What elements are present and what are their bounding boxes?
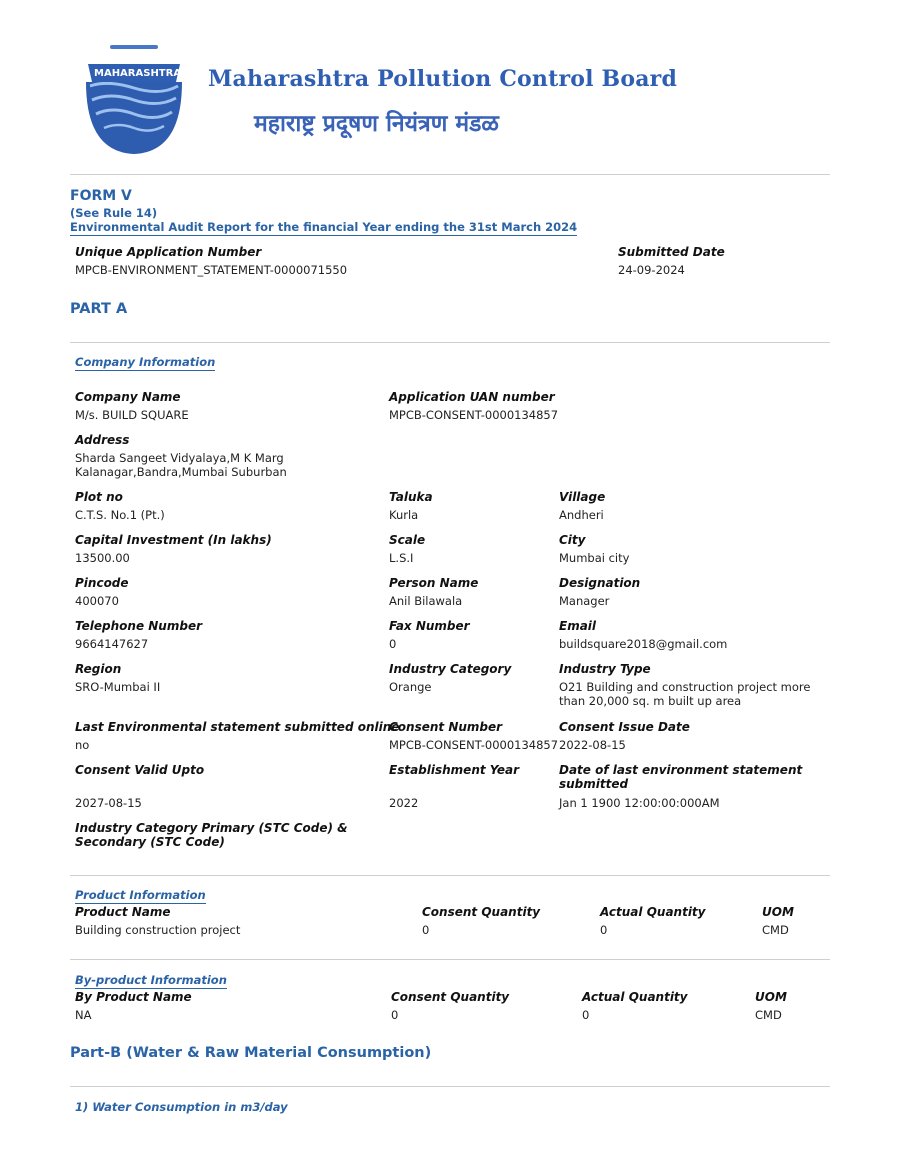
product-header-actual-qty: Actual Quantity xyxy=(600,905,706,919)
byproduct-cell-actual-qty: 0 xyxy=(582,1008,590,1022)
byproduct-header-name: By Product Name xyxy=(75,990,192,1004)
last-env-date-label-line-2: submitted xyxy=(559,777,629,791)
scale-value: L.S.I xyxy=(389,551,414,565)
company-name-value: M/s. BUILD SQUARE xyxy=(75,408,189,422)
capital-investment-label: Capital Investment (In lakhs) xyxy=(75,533,272,547)
region-label: Region xyxy=(75,662,122,676)
last-env-statement-label: Last Environmental statement submitted online xyxy=(75,720,400,734)
submitted-date-label: Submitted Date xyxy=(618,245,725,259)
city-value: Mumbai city xyxy=(559,551,630,565)
fax-value: 0 xyxy=(389,637,397,651)
consent-valid-upto-label: Consent Valid Upto xyxy=(75,763,205,777)
emblem-text: MAHARASHTRA xyxy=(94,68,182,79)
submitted-date-value: 24-09-2024 xyxy=(618,263,685,277)
establishment-year-value: 2022 xyxy=(389,796,419,810)
byproduct-header-uom: UOM xyxy=(755,990,787,1004)
app-uan-label: Application UAN number xyxy=(389,390,555,404)
plot-no-value: C.T.S. No.1 (Pt.) xyxy=(75,508,165,522)
consent-issue-date-label: Consent Issue Date xyxy=(559,720,690,734)
industry-type-line-2: than 20,000 sq. m built up area xyxy=(559,694,742,708)
pincode-value: 400070 xyxy=(75,594,119,608)
part-a-title: PART A xyxy=(70,301,128,317)
byproduct-cell-consent-qty: 0 xyxy=(391,1008,399,1022)
last-env-date-value: Jan 1 1900 12:00:00:000AM xyxy=(559,796,720,810)
part-b-title: Part-B (Water & Raw Material Consumption) xyxy=(70,1045,432,1061)
water-consumption-section-title[interactable]: 1) Water Consumption in m3/day xyxy=(75,1100,288,1114)
designation-value: Manager xyxy=(559,594,610,608)
product-cell-consent-qty: 0 xyxy=(422,923,430,937)
stc-code-label-line-1: Industry Category Primary (STC Code) & xyxy=(75,821,348,835)
fax-label: Fax Number xyxy=(389,619,470,633)
uan-value: MPCB-ENVIRONMENT_STATEMENT-0000071550 xyxy=(75,263,348,277)
consent-valid-upto-value: 2027-08-15 xyxy=(75,796,142,810)
app-uan-value: MPCB-CONSENT-0000134857 xyxy=(389,408,559,422)
divider xyxy=(70,875,830,876)
industry-type-label: Industry Type xyxy=(559,662,651,676)
last-env-date-label-line-1: Date of last environment statement xyxy=(559,763,803,777)
village-value: Andheri xyxy=(559,508,604,522)
taluka-label: Taluka xyxy=(389,490,433,504)
capital-investment-value: 13500.00 xyxy=(75,551,130,565)
product-cell-actual-qty: 0 xyxy=(600,923,608,937)
telephone-label: Telephone Number xyxy=(75,619,203,633)
person-name-label: Person Name xyxy=(389,576,479,590)
form-title: FORM V xyxy=(70,188,132,204)
last-env-statement-value: no xyxy=(75,738,90,752)
org-title-english: Maharashtra Pollution Control Board xyxy=(208,66,678,92)
product-header-name: Product Name xyxy=(75,905,171,919)
scale-label: Scale xyxy=(389,533,426,547)
village-label: Village xyxy=(559,490,606,504)
city-label: City xyxy=(559,533,586,547)
telephone-value: 9664147627 xyxy=(75,637,149,651)
region-value: SRO-Mumbai II xyxy=(75,680,161,694)
divider xyxy=(70,959,830,960)
byproduct-info-section-title[interactable]: By-product Information xyxy=(75,973,227,987)
industry-category-value: Orange xyxy=(389,680,432,694)
address-line-1: Sharda Sangeet Vidyalaya,M K Marg xyxy=(75,451,284,465)
consent-number-value: MPCB-CONSENT-0000134857 xyxy=(389,738,559,752)
byproduct-cell-uom: CMD xyxy=(755,1008,782,1022)
company-name-label: Company Name xyxy=(75,390,181,404)
plot-no-label: Plot no xyxy=(75,490,123,504)
divider xyxy=(70,342,830,343)
mpcb-emblem-icon xyxy=(78,42,190,160)
org-title-marathi: महाराष्ट्र प्रदूषण नियंत्रण मंडळ xyxy=(254,111,499,137)
company-info-section-title[interactable]: Company Information xyxy=(75,355,216,369)
byproduct-cell-name: NA xyxy=(75,1008,92,1022)
email-label: Email xyxy=(559,619,597,633)
product-header-consent-qty: Consent Quantity xyxy=(422,905,541,919)
taluka-value: Kurla xyxy=(389,508,419,522)
product-cell-uom: CMD xyxy=(762,923,789,937)
pincode-label: Pincode xyxy=(75,576,129,590)
consent-issue-date-value: 2022-08-15 xyxy=(559,738,626,752)
industry-type-line-1: O21 Building and construction project more xyxy=(559,680,811,694)
person-name-value: Anil Bilawala xyxy=(389,594,463,608)
address-line-2: Kalanagar,Bandra,Mumbai Suburban xyxy=(75,465,287,479)
industry-category-label: Industry Category xyxy=(389,662,512,676)
byproduct-header-consent-qty: Consent Quantity xyxy=(391,990,510,1004)
product-info-section-title[interactable]: Product Information xyxy=(75,888,206,902)
uan-label: Unique Application Number xyxy=(75,245,262,259)
designation-label: Designation xyxy=(559,576,641,590)
byproduct-header-actual-qty: Actual Quantity xyxy=(582,990,688,1004)
divider xyxy=(70,1086,830,1087)
product-header-uom: UOM xyxy=(762,905,794,919)
divider xyxy=(70,174,830,175)
mpcb-logo xyxy=(78,42,190,160)
product-cell-name: Building construction project xyxy=(75,923,241,937)
address-label: Address xyxy=(75,433,130,447)
form-rule: (See Rule 14) xyxy=(70,206,158,220)
stc-code-label-line-2: Secondary (STC Code) xyxy=(75,835,225,849)
form-subtitle: Environmental Audit Report for the financial Year ending the 31st March 2024 xyxy=(70,220,578,234)
consent-number-label: Consent Number xyxy=(389,720,503,734)
establishment-year-label: Establishment Year xyxy=(389,763,520,777)
email-value: buildsquare2018@gmail.com xyxy=(559,637,728,651)
